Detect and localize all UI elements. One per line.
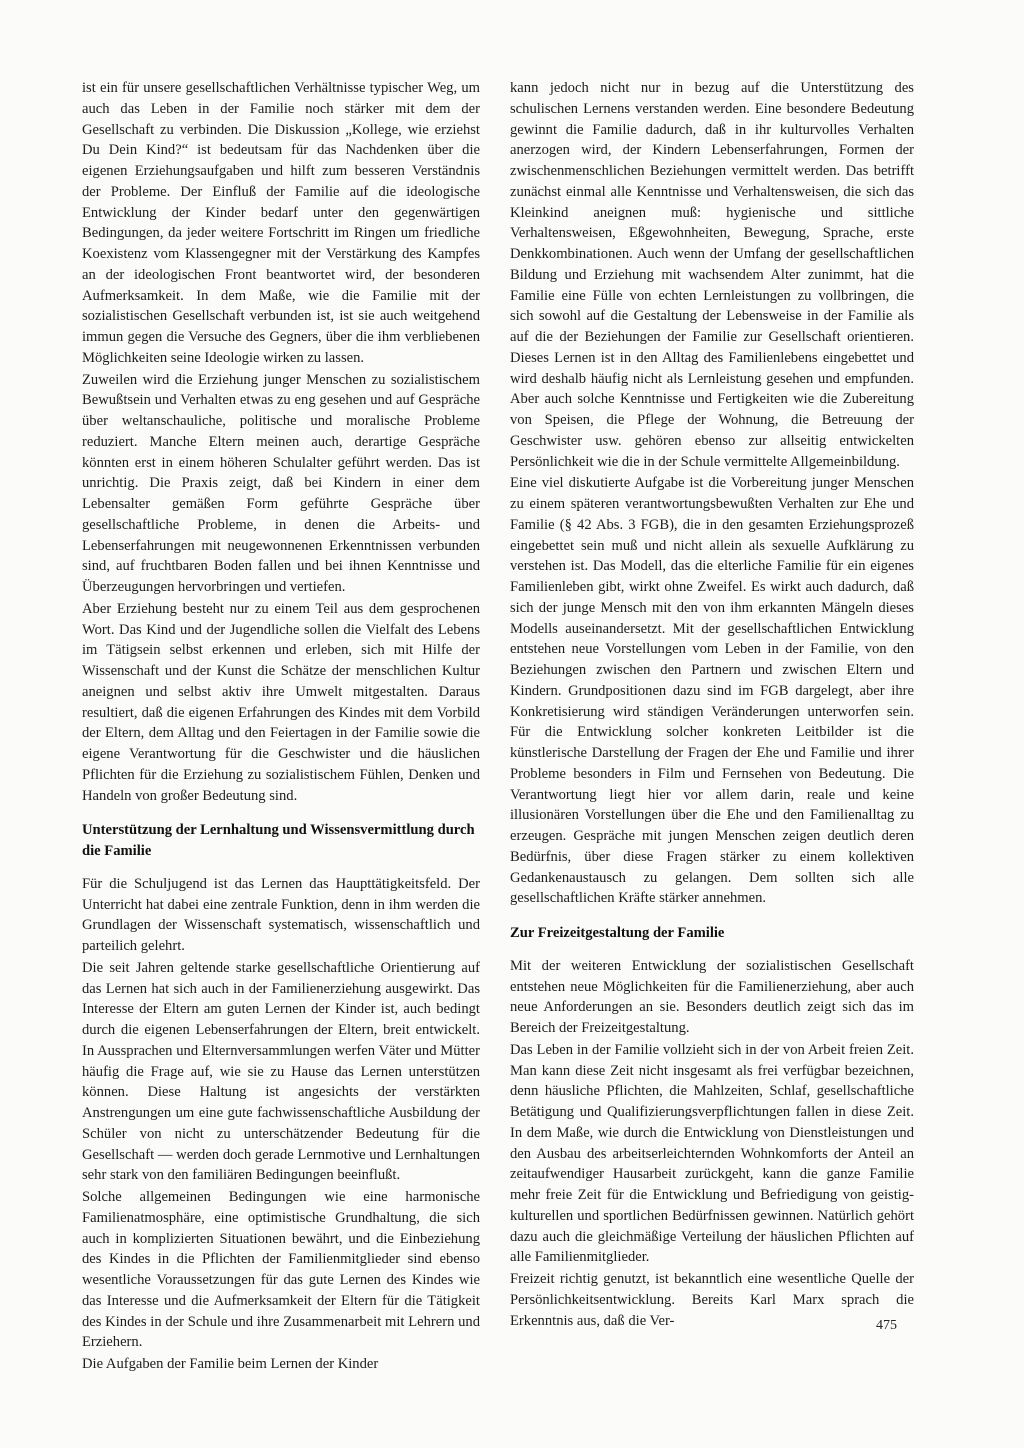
paragraph: Die Aufgaben der Familie beim Lernen der Kinder [82,1356,379,1372]
paragraph: kann jedoch nicht nur in bezug auf die Unterstützung des schulischen Lernens verstanden werden. Eine besondere Bedeutung gewinnt die Familie dadurch, daß in ihr kulturvolles Verhalten anerzogen wird, der Kindern Lebenserfahrungen, Formen der zwischenmenschlichen Beziehungen vermittelt werden. Das betrifft zunächst einmal alle Kenntnisse und Verhaltensweisen, die sich das Kleinkind aneignen muß: hygienische und sittliche Verhaltensweisen, Eßgewohnheiten, Bewegung, Sprache, erste Denkkombinationen. Auch wenn der Umfang der gesellschaftlichen Bildung und Erziehung mit wachsendem Alter zunimmt, hat die Familie eine Fülle von echten Lernleistungen zu vollbringen, die sich sowohl auf die Gestaltung der Lebensweise in der Familie als auf die der Beziehungen der Familie zur Gesellschaft orientieren. Dieses Lernen ist in den Alltag des Familienlebens eingebettet und wird deshalb häufig nicht als Lernleistung gesehen und empfunden. Aber auch solche Kenntnisse und Fertigkeiten wie die Zubereitung von Speisen, die Pflege der Wohnung, die Betreuung der Geschwister usw. gehören ebenso zur allseitig entwickelten Persönlichkeit wie die in der Schule vermittelte Allgemeinbildung. [510,80,914,470]
paragraph: Zuweilen wird die Erziehung junger Menschen zu sozialistischem Bewußtsein und Verhalten etwas zu eng gesehen und auf Gespräche über weltanschauliche, politische und moralische Probleme reduziert. Manche Eltern meinen auch, derartige Gespräche könnten erst in einem höheren Schulalter geführt werden. Das ist unrichtig. Die Praxis zeigt, daß bei Kindern in einer dem Lebensalter gemäßen Form geführte Gespräche über gesellschaftliche Probleme, in denen die Arbeits- und Lebenserfahrungen mit neugewonnenen Erkenntnissen verbunden sind, auf fruchtbaren Boden fallen und bei ihnen Kenntnisse und Überzeugungen hervorbringen und vertiefen. [82,371,480,595]
paragraph: Freizeit richtig genutzt, ist bekanntlich eine wesentliche Quelle der Persönlichkeitsentwicklung. Bereits Karl Marx sprach die Erkenntnis aus, daß die Ver- [510,1271,914,1329]
left-column [82,78,480,1375]
paragraph: Für die Schuljugend ist das Lernen das Haupttätigkeitsfeld. Der Unterricht hat dabei eine zentrale Funktion, denn in ihm werden die Grundlagen der Wissenschaft systematisch, wissenschaftlich und parteilich gelehrt. [82,875,480,954]
paragraph: Aber Erziehung besteht nur zu einem Teil aus dem gesprochenen Wort. Das Kind und der Jugendliche sollen die Vielfalt des Lebens im Tätigsein selbst erkennen und erleben, sich mit Hilfe der Wissenschaft und der Kunst die Schätze der menschlichen Kultur aneignen und selbst aktiv ihre Umwelt mitgestalten. Daraus resultiert, daß die eigenen Erfahrungen des Kindes mit dem Vorbild der Eltern, dem Alltag und den Feiertagen in der Familie sowie die eigene Verantwortung für die Geschwister und die häuslichen Pflichten für die Erziehung zu sozialistischem Fühlen, Denken und Handeln von großer Bedeutung sind. [82,600,480,804]
paragraph: Solche allgemeinen Bedingungen wie eine harmonische Familienatmosphäre, eine optimistische Grundhaltung, die sich auch in komplizierten Situationen bewährt, und die Einbeziehung des Kindes in die Pflichten der Familienmitglieder sind ebenso wesentliche Voraussetzungen für das gute Lernen des Kindes wie das Interesse und die Aufmerksamkeit der Eltern für die Tätigkeit des Kindes in der Schule und ihre Zusammenarbeit mit Lehrern und Erziehern. [82,1189,480,1351]
paragraph: Eine viel diskutierte Aufgabe ist die Vorbereitung junger Menschen zu einem späteren verantwortungsbewußten Verhalten zur Ehe und Familie (§ 42 Abs. 3 FGB), die in den gesamten Erziehungsprozeß eingebettet sein muß und nicht allein als sexuelle Aufklärung zu verstehen ist. Das Modell, das die elterliche Familie für ein eigenes Familienleben gibt, wirkt ohne Zweifel. Es wirkt auch dadurch, daß sich der junge Mensch mit den von ihm erkannten Mängeln dieses Modells auseinandersetzt. Mit der gesellschaftlichen Entwicklung entstehen neue Vorstellungen vom Leben in der Familie, von den Beziehungen zwischen den Partnern und zwischen Eltern und Kindern. Grundpositionen dazu sind im FGB dargelegt, aber ihre Konkretisierung wird ständigen Veränderungen unterworfen sein. Für die Entwicklung solcher konkreten Leitbilder ist die künstlerische Darstellung der Fragen der Ehe und Familie und ihrer Probleme besonders in Film und Fernsehen von Bedeutung. Die Verantwortung liegt hier vor allem darin, reale und keine illusionären Vorstellungen über die Ehe und den Familienalltag zu erzeugen. Gespräche mit jungen Menschen zeigen deutlich deren Bedürfnis, über diese Fragen stärker zu einem kollektiven Gedankenaustausch zu gelangen. Dem sollten sich alle gesellschaftlichen Kräfte stärker annehmen. [510,475,914,907]
page-number: 475 [876,1318,897,1333]
paragraph: Mit der weiteren Entwicklung der sozialistischen Gesellschaft entstehen neue Möglichkeiten für die Familienerziehung, aber auch neue Anforderungen an sie. Besonders deutlich zeigt sich das im Bereich der Freizeitgestaltung. [510,957,914,1036]
right-column [510,78,914,1331]
section-heading: Unterstützung der Lernhaltung und Wissensvermittlung durch die Familie [82,822,475,859]
paragraph: Das Leben in der Familie vollzieht sich in der von Arbeit freien Zeit. Man kann diese Zeit nicht insgesamt als frei verfügbar bezeichnen, denn häusliche Pflichten, die Mahlzeiten, Schlaf, gesellschaftliche Betätigung und Qualifizierungsverpflichtungen fallen in diese Zeit. In dem Maße, wie durch die Entwicklung von Dienstleistungen und den Ausbau des arbeitserleichternden Wohnkomforts der Anteil an zeitaufwendiger Hausarbeit zurückgeht, kann die ganze Familie mehr freie Zeit für die Entwicklung und Befriedigung von geistig-kulturellen und sportlichen Bedürfnissen gewinnen. Natürlich gehört dazu auch die gleichmäßige Verteilung der häuslichen Pflichten auf alle Familienmitglieder. [510,1041,914,1266]
section-heading: Zur Freizeitgestaltung der Familie [510,925,725,941]
paragraph: ist ein für unsere gesellschaftlichen Verhältnisse typischer Weg, um auch das Leben in der Familie noch stärker mit dem der Gesellschaft zu verbinden. Die Diskussion „Kollege, wie erziehst Du Dein Kind?“ ist bedeutsam für das Nachdenken über die eigenen Erziehungsaufgaben und hilft zum besseren Verständnis der Probleme. Der Einfluß der Familie auf die ideologische Entwicklung der Kinder bedarf unter den gegenwärtigen Bedingungen, da jeder weitere Fortschritt im Ringen um friedliche Koexistenz vom Klassengegner mit der Verstärkung des Kampfes an der ideologischen Front beantwortet wird, der besonderen Aufmerksamkeit. In dem Maße, wie die Familie mit der sozialistischen Gesellschaft verbunden ist, ist sie auch weitgehend immun gegen die Versuche des Gegners, über die ihm verbliebenen Möglichkeiten seine Ideologie wirken zu lassen. [82,80,480,366]
paragraph: Die seit Jahren geltende starke gesellschaftliche Orientierung auf das Lernen hat sich auch in der Familienerziehung ausgewirkt. Das Interesse der Eltern am guten Lernen der Kinder ist, auch bedingt durch die eigenen Lebenserfahrungen der Eltern, breit entwickelt. In Aussprachen und Elternversammlungen werfen Väter und Mütter häufig die Frage auf, wie sie zu Hause das Lernen unterstützen können. Diese Haltung ist angesichts der verstärkten Anstrengungen um eine gute fachwissenschaftliche Ausbildung der Schüler von nicht zu unterschätzender Bedeutung für die Gesellschaft — werden doch gerade Lernmotive und Lernhaltungen sehr stark von den familiären Bedingungen beeinflußt. [82,959,480,1184]
